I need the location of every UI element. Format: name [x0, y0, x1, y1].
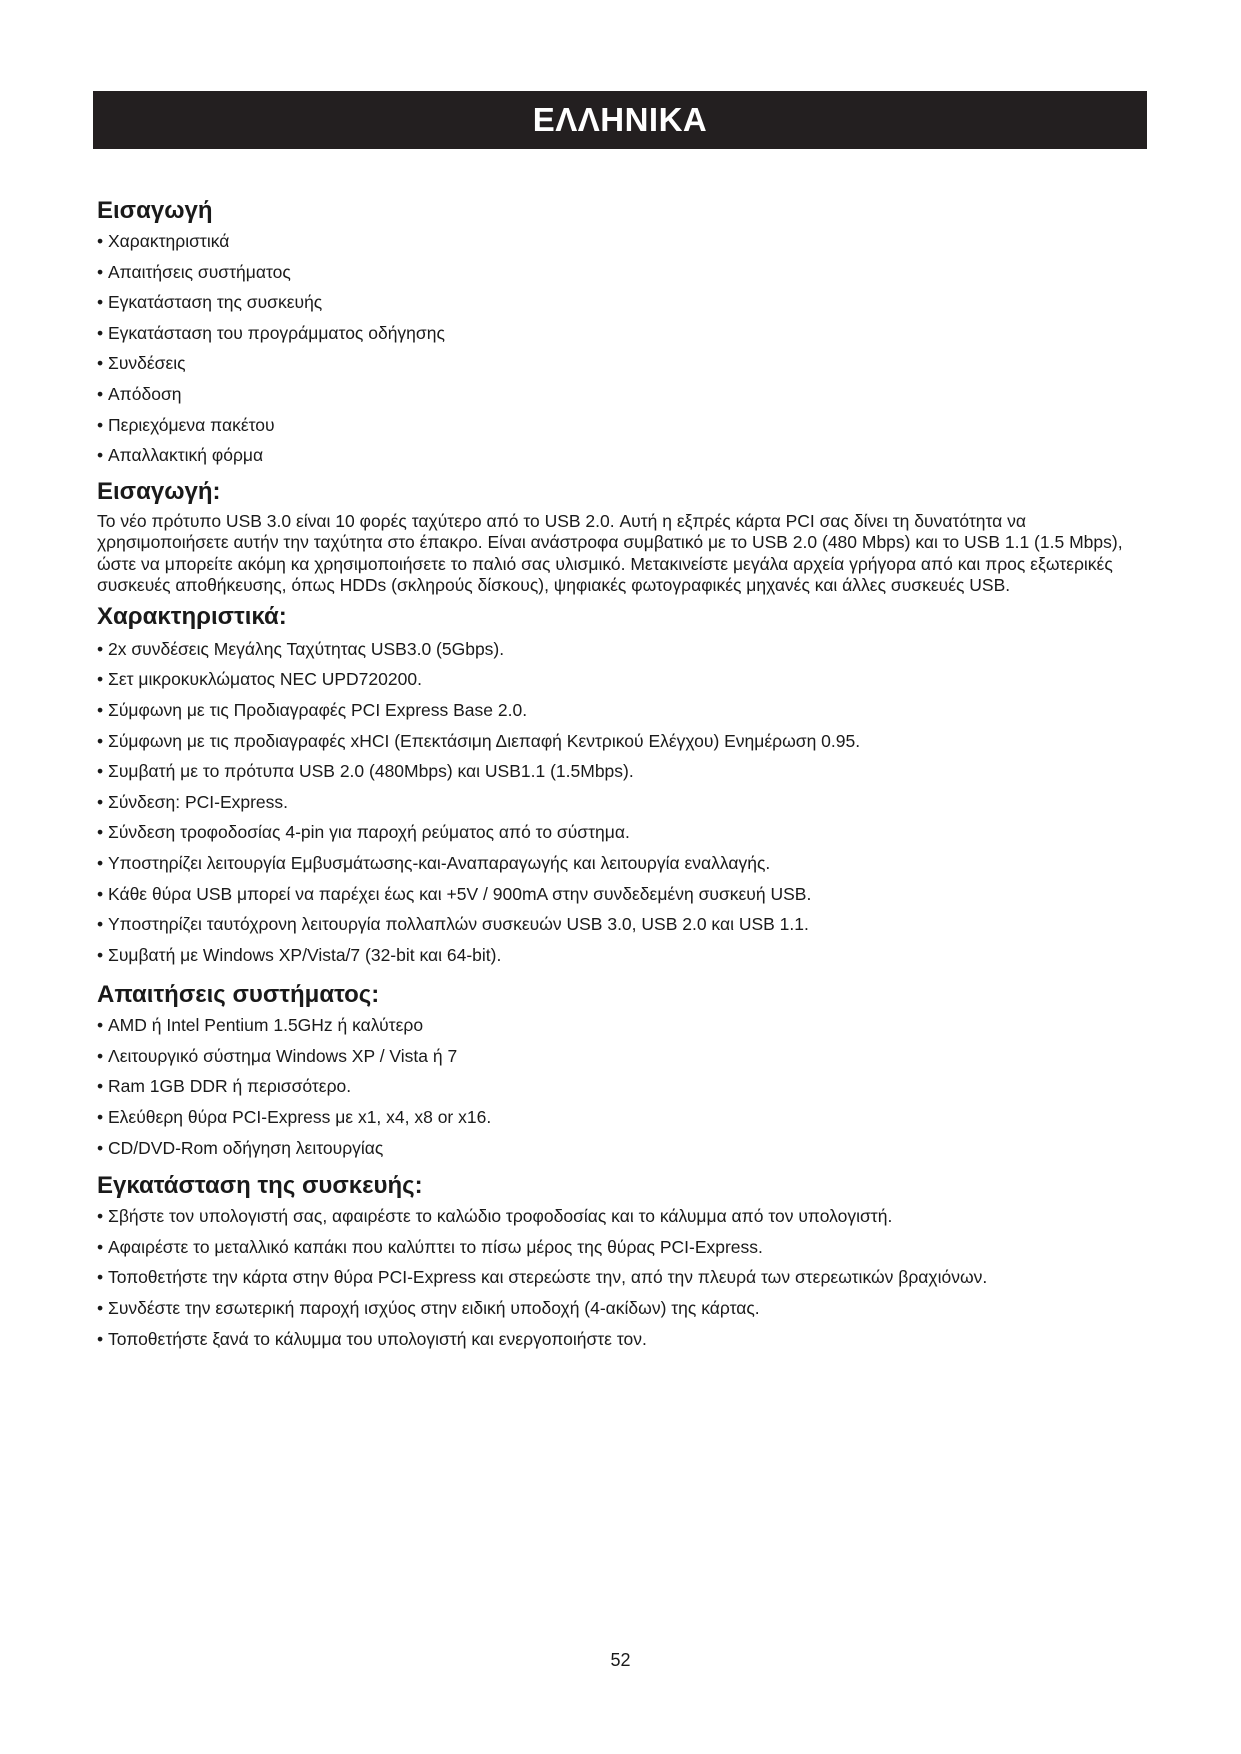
toc-item: • Εγκατάσταση του προγράμματος οδήγησης: [97, 318, 1147, 349]
installation-step: • Τοποθετήστε την κάρτα στην θύρα PCI-Express και στερεώστε την, από την πλευρά των στερεωτικών βραχιόνων.: [97, 1262, 1147, 1293]
feature-item: • Σετ μικροκυκλώματος NEC UPD720200.: [97, 664, 1147, 695]
intro-paragraph: Το νέο πρότυπο USB 3.0 είναι 10 φορές ταχύτερο από το USB 2.0. Αυτή η εξπρές κάρτα PCI σας δίνει τη δυνατότητα να χρησιμοποιήσετε αυτήν την ταχύτητα στο έπακρο. Είναι ανάστροφα συμβατικό με το USB 2.0 (480 Mbps) και το USB 1.1 (1.5 Mbps), ώστε να μπορείτε ακόμη κα χρησιμοποιήσετε το παλιό σας υλισμικό. Μετακινείστε μεγάλα αρχεία γρήγορα από και προς εξωτερικές συσκευές αποθήκευσης, όπως HDDs (σκληρούς δίσκους), ψηφιακές φωτογραφικές μηχανές και άλλες συσκευές USB.: [97, 510, 1123, 596]
feature-item: • 2x συνδέσεις Μεγάλης Ταχύτητας USB3.0 (5Gbps).: [97, 634, 1147, 665]
feature-item: • Σύνδεση τροφοδοσίας 4-pin για παροχή ρεύματος από το σύστημα.: [97, 817, 1147, 848]
requirements-list: [97, 1010, 1147, 1163]
toc-item: • Χαρακτηριστικά: [97, 226, 1147, 257]
feature-item: • Συμβατή με το πρότυπα USB 2.0 (480Mbps) και USB1.1 (1.5Mbps).: [97, 756, 1147, 787]
features-list: [97, 634, 1147, 971]
page-content: [97, 196, 1147, 1354]
toc-item: • Περιεχόμενα πακέτου: [97, 410, 1147, 441]
features-section: [97, 602, 1147, 971]
feature-item: • Σύνδεση: PCI-Express.: [97, 787, 1147, 818]
installation-heading: Εγκατάσταση της συσκευής:: [97, 1172, 423, 1200]
feature-item: • Υποστηρίζει ταυτόχρονη λειτουργία πολλαπλών συσκευών USB 3.0, USB 2.0 και USB 1.1.: [97, 909, 1147, 940]
requirement-item: • Λειτουργικό σύστημα Windows XP / Vista ή 7: [97, 1041, 1147, 1072]
installation-step: • Συνδέστε την εσωτερική παροχή ισχύος στην ειδική υποδοχή (4-ακίδων) της κάρτας.: [97, 1293, 1147, 1324]
installation-list: [97, 1201, 1147, 1354]
toc-item: • Απόδοση: [97, 379, 1147, 410]
language-banner: [93, 91, 1147, 149]
toc-list: [97, 226, 1147, 471]
installation-section: [97, 1171, 1147, 1354]
page-number: 52: [610, 1650, 631, 1670]
toc-section: [97, 196, 1147, 471]
intro-section: [97, 477, 1147, 597]
feature-item: • Κάθε θύρα USB μπορεί να παρέχει έως και +5V / 900mA στην συνδεδεμένη συσκευή USB.: [97, 879, 1147, 910]
installation-step: • Σβήστε τον υπολογιστή σας, αφαιρέστε το καλώδιο τροφοδοσίας και το κάλυμμα από τον υπολογιστή.: [97, 1201, 1147, 1232]
feature-item: • Σύμφωνη με τις προδιαγραφές xHCI (Επεκτάσιμη Διεπαφή Κεντρικού Ελέγχου) Ενημέρωση 0.95.: [97, 726, 1147, 757]
toc-heading: Εισαγωγή: [97, 197, 213, 224]
requirements-heading: Απαιτήσεις συστήματος:: [97, 981, 380, 1009]
features-heading: Χαρακτηριστικά:: [97, 602, 287, 630]
toc-item: • Συνδέσεις: [97, 348, 1147, 379]
installation-step: • Αφαιρέστε το μεταλλικό καπάκι που καλύπτει το πίσω μέρος της θύρας PCI-Express.: [97, 1232, 1147, 1263]
requirement-item: • Ελεύθερη θύρα PCI-Express με x1, x4, x8 or x16.: [97, 1102, 1147, 1133]
requirement-item: • Ram 1GB DDR ή περισσότερο.: [97, 1071, 1147, 1102]
feature-item: • Σύμφωνη με τις Προδιαγραφές PCI Express Base 2.0.: [97, 695, 1147, 726]
installation-step: • Τοποθετήστε ξανά το κάλυμμα του υπολογιστή και ενεργοποιήστε τον.: [97, 1324, 1147, 1355]
requirements-section: [97, 980, 1147, 1163]
toc-item: • Απαλλακτική φόρμα: [97, 440, 1147, 471]
language-title: ΕΛΛΗΝΙΚΑ: [532, 101, 708, 138]
feature-item: • Συμβατή με Windows XP/Vista/7 (32-bit και 64-bit).: [97, 940, 1147, 971]
toc-item: • Απαιτήσεις συστήματος: [97, 257, 1147, 288]
feature-item: • Υποστηρίζει λειτουργία Εμβυσμάτωσης-και-Αναπαραγωγής και λειτουργία εναλλαγής.: [97, 848, 1147, 879]
toc-item: • Εγκατάσταση της συσκευής: [97, 287, 1147, 318]
requirement-item: • AMD ή Intel Pentium 1.5GHz ή καλύτερο: [97, 1010, 1147, 1041]
requirement-item: • CD/DVD-Rom οδήγηση λειτουργίας: [97, 1133, 1147, 1164]
intro-heading: Εισαγωγή:: [97, 477, 221, 505]
